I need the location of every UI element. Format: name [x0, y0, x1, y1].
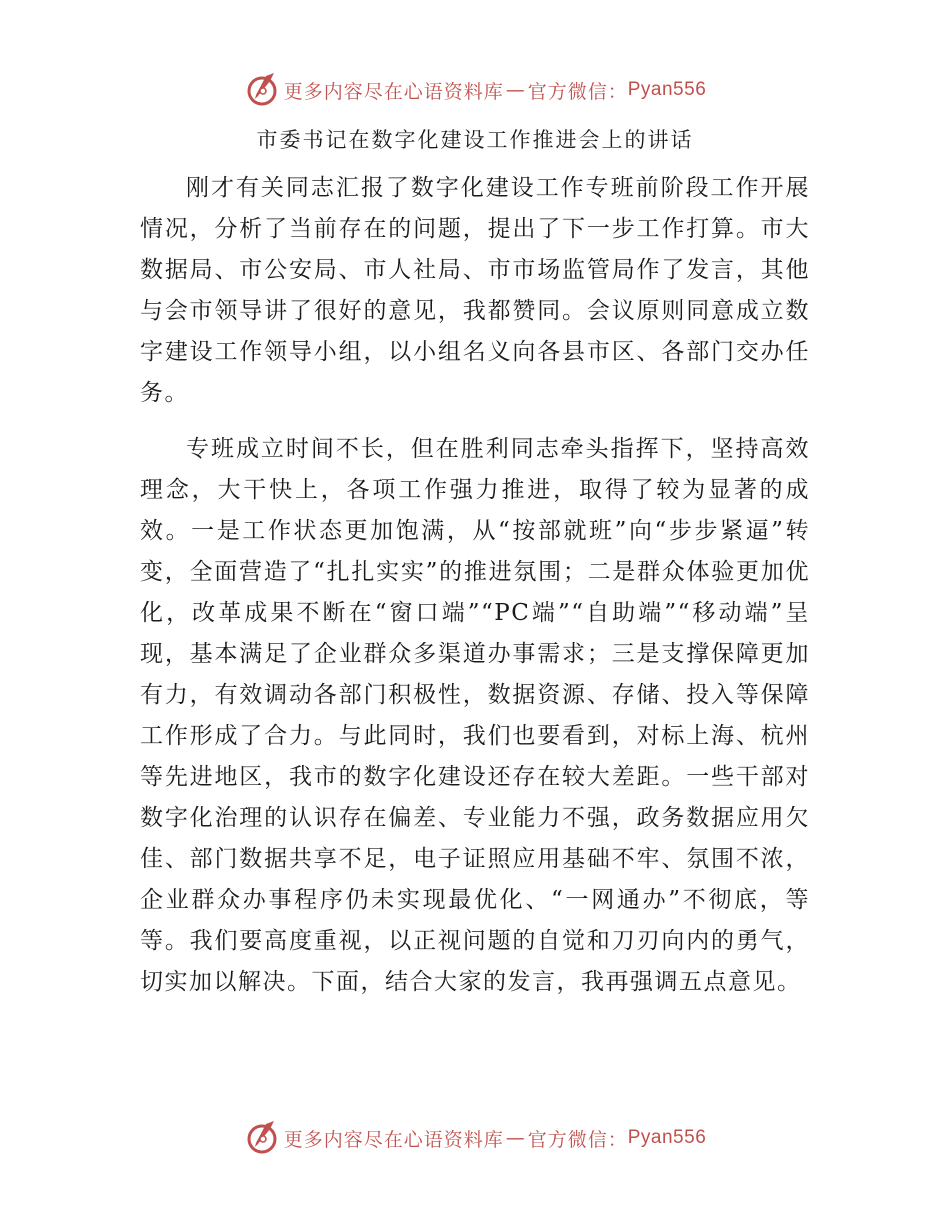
watermark-suffix: 官方微信： — [527, 1128, 628, 1151]
quill-logo-icon — [244, 1120, 280, 1156]
watermark-footer — [0, 1118, 950, 1158]
watermark-separator: — — [505, 1127, 526, 1149]
watermark-text: 更多内容尽在心语资料库 — [283, 1128, 504, 1151]
watermark-separator: — — [505, 79, 526, 101]
watermark-wechat-id: Pyan556 — [627, 1127, 707, 1148]
document-title: 市委书记在数字化建设工作推进会上的讲话 — [256, 128, 694, 152]
watermark-suffix: 官方微信： — [527, 80, 628, 103]
paragraph-2: 专班成立时间不长，但在胜利同志牵头指挥下，坚持高效理念，大干快上，各项工作强力推进，取得了较为显著的成效。一是工作状态更加饱满，从“按部就班”向“步步紧逼”转变，全面营造了“扎扎实实”的推进氛围；二是群众体验更加优化，改革成果不断在“窗口端”“PC端”“自助端”“移动端”呈现，基本满足了企业群众多渠道办事需求；三是支撑保障更加有力，有效调动各部门积极性，数据资源、存储、投入等保障工作形成了合力。与此同时，我们也要看到，对标上海、杭州等先进地区，我市的数字化建设还存在较大差距。一些干部对数字化治理的认识存在偏差、专业能力不强，政务数据应用欠佳、部门数据共享不足，电子证照应用基础不牢、氛围不浓，企业群众办事程序仍未实现最优化、“一网通办”不彻底，等等。我们要高度重视，以正视问题的自觉和刀刃向内的勇气，切实加以解决。下面，结合大家的发言，我再强调五点意见。 — [140, 436, 810, 995]
document-body — [140, 168, 810, 1003]
paragraph-1: 刚才有关同志汇报了数字化建设工作专班前阶段工作开展情况，分析了当前存在的问题，提出了下一步工作打算。市大数据局、市公安局、市人社局、市市场监管局作了发言，其他与会市领导讲了很好的意见，我都赞同。会议原则同意成立数字建设工作领导小组，以小组名义向各县市区、各部门交办任务。 — [140, 175, 810, 406]
watermark-text: 更多内容尽在心语资料库 — [283, 80, 504, 103]
watermark-wechat-id: Pyan556 — [627, 79, 707, 100]
watermark-header — [0, 70, 950, 110]
quill-logo-icon — [244, 72, 280, 108]
